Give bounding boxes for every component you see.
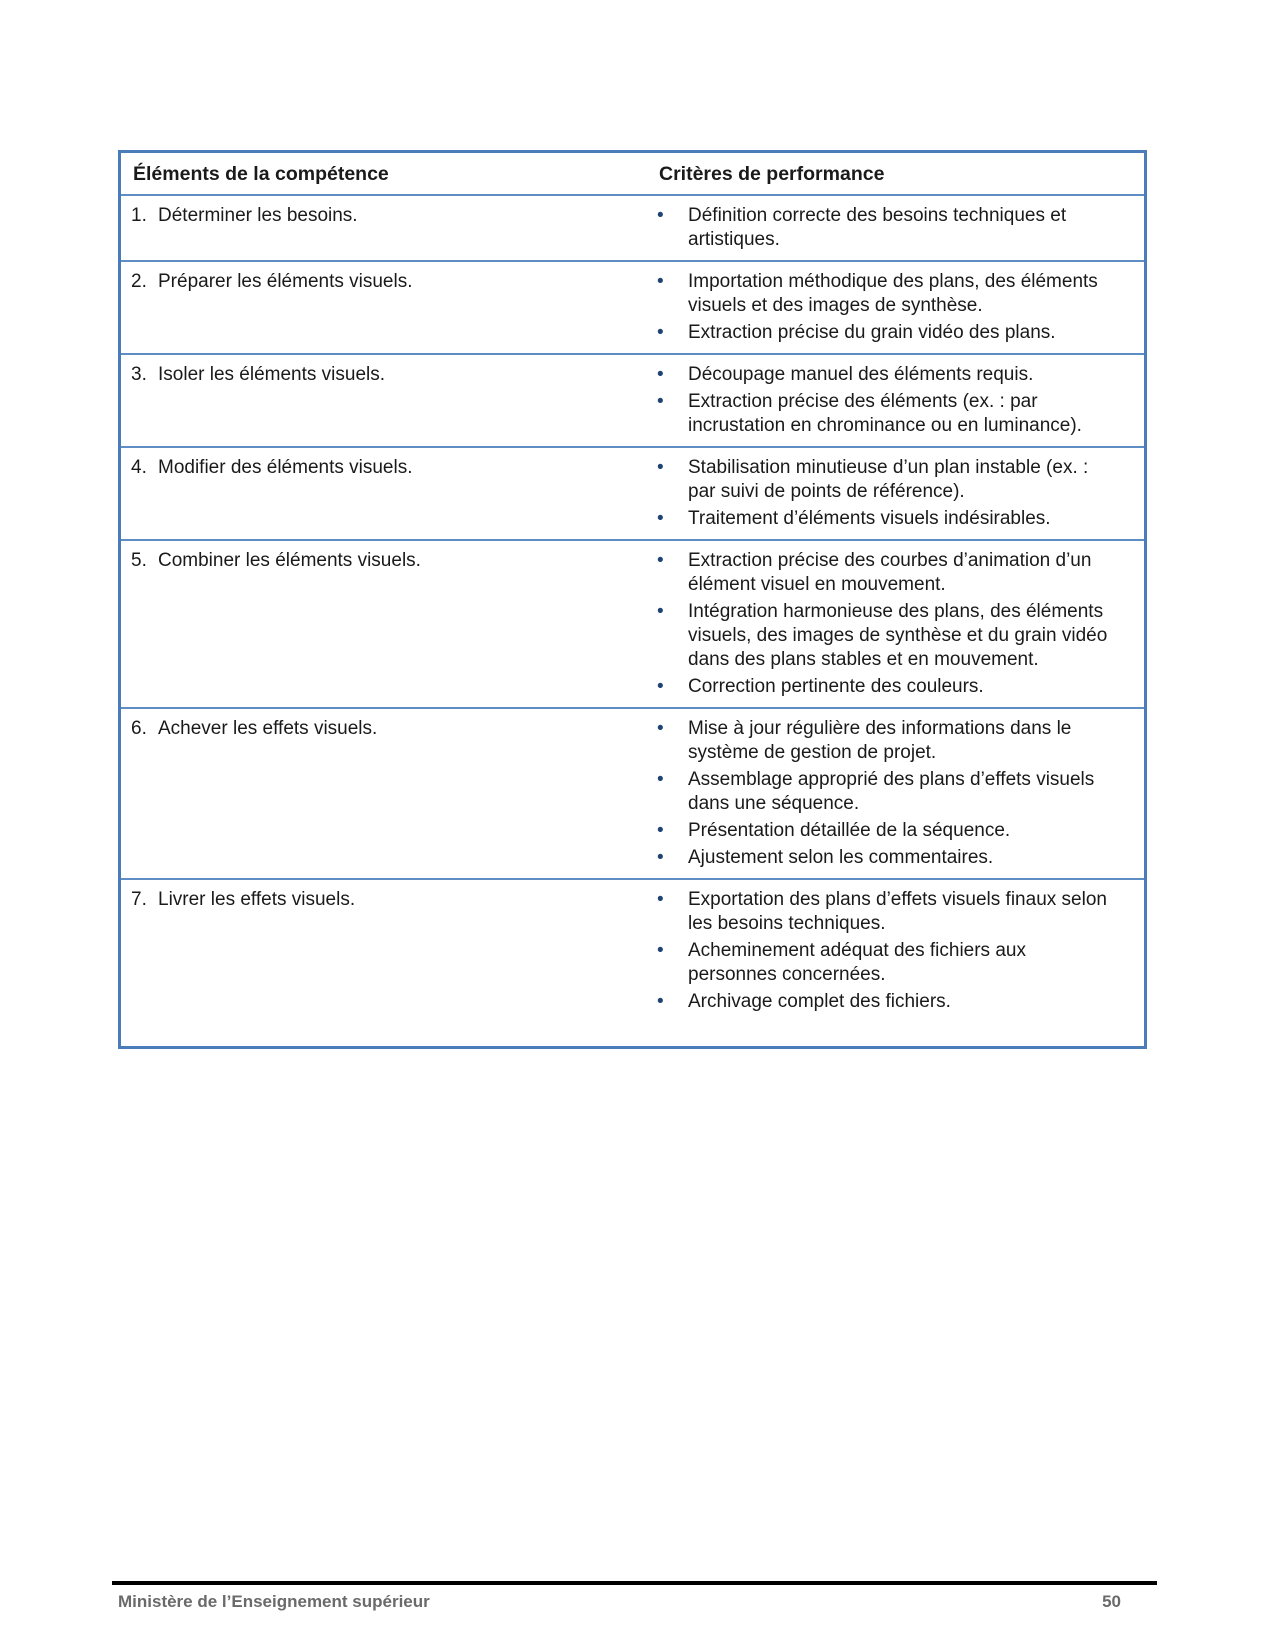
criteria-text: Acheminement adéquat des fichiers aux personnes concernées. [688,940,1026,985]
criteria-text: Traitement d’éléments visuels indésirables. [688,508,1051,529]
bullet-icon: • [657,889,664,910]
table-row [121,878,1144,1046]
bullet-icon: • [657,940,664,961]
element-label: Livrer les effets visuels. [158,889,356,910]
element-number: 4. [131,457,147,478]
criteria-item [657,768,1116,816]
table-row [121,260,1144,353]
bullet-icon: • [657,601,664,622]
bullet-icon: • [657,364,664,385]
element-cell [121,709,647,878]
element-label: Préparer les éléments visuels. [158,271,413,292]
element-number: 3. [131,364,147,385]
footer-page-number: 50 [1102,1592,1121,1611]
criteria-cell [647,448,1144,539]
criteria-text: Ajustement selon les commentaires. [688,847,994,868]
bullet-icon: • [657,457,664,478]
bullet-icon: • [657,769,664,790]
criteria-cell [647,196,1144,260]
criteria-text: Intégration harmonieuse des plans, des éléments visuels, des images de synthèse et du grain vidéo dans des plans stables et en mouvement. [688,601,1108,670]
criteria-item [657,819,1116,843]
criteria-text: Exportation des plans d’effets visuels finaux selon les besoins techniques. [688,889,1107,934]
criteria-text: Extraction précise des éléments (ex. : par incrustation en chrominance ou en luminance). [688,391,1082,436]
element-cell [121,880,647,1046]
criteria-item [657,888,1116,936]
criteria-item [657,846,1116,870]
bullet-icon: • [657,991,664,1012]
element-cell [121,262,647,353]
criteria-text: Archivage complet des fichiers. [688,991,951,1012]
element-number: 1. [131,205,147,226]
bullet-icon: • [657,676,664,697]
criteria-item [657,204,1116,252]
table-row [121,707,1144,878]
criteria-text: Présentation détaillée de la séquence. [688,820,1011,841]
footer-rule [112,1581,1157,1585]
criteria-list [657,270,1116,345]
criteria-list [657,549,1116,699]
table-row [121,539,1144,707]
table-row [121,446,1144,539]
criteria-list [657,204,1116,252]
criteria-cell [647,880,1144,1046]
criteria-cell [647,541,1144,707]
bullet-icon: • [657,271,664,292]
element-cell [121,541,647,707]
bullet-icon: • [657,322,664,343]
criteria-item [657,456,1116,504]
criteria-cell [647,355,1144,446]
criteria-text: Découpage manuel des éléments requis. [688,364,1034,385]
element-cell [121,355,647,446]
element-label: Isoler les éléments visuels. [158,364,386,385]
element-label: Déterminer les besoins. [158,205,358,226]
criteria-item [657,390,1116,438]
criteria-item [657,717,1116,765]
bullet-icon: • [657,550,664,571]
page-footer [118,1591,1157,1613]
criteria-list [657,456,1116,531]
element-cell [121,196,647,260]
element-number: 7. [131,889,147,910]
criteria-text: Mise à jour régulière des informations dans le système de gestion de projet. [688,718,1072,763]
element-cell [121,448,647,539]
criteria-item [657,321,1116,345]
criteria-text: Extraction précise du grain vidéo des plans. [688,322,1056,343]
criteria-list [657,717,1116,870]
table-row [121,353,1144,446]
criteria-item [657,939,1116,987]
criteria-text: Stabilisation minutieuse d’un plan instable (ex. : par suivi de points de référence). [688,457,1089,502]
criteria-list [657,888,1116,1014]
bullet-icon: • [657,508,664,529]
element-number: 2. [131,271,147,292]
bullet-icon: • [657,847,664,868]
criteria-text: Importation méthodique des plans, des éléments visuels et des images de synthèse. [688,271,1098,316]
criteria-text: Définition correcte des besoins techniques et artistiques. [688,205,1067,250]
header-criteres-performance: Critères de performance [659,163,885,185]
header-elements-competence: Éléments de la compétence [133,163,389,185]
criteria-item [657,675,1116,699]
bullet-icon: • [657,718,664,739]
bullet-icon: • [657,820,664,841]
table-header-row [121,153,1144,194]
criteria-item [657,990,1116,1014]
criteria-cell [647,262,1144,353]
criteria-text: Extraction précise des courbes d’animation d’un élément visuel en mouvement. [688,550,1092,595]
table-row [121,194,1144,260]
criteria-text: Correction pertinente des couleurs. [688,676,984,697]
criteria-text: Assemblage approprié des plans d’effets visuels dans une séquence. [688,769,1095,814]
criteria-list [657,363,1116,438]
footer-ministry-label: Ministère de l’Enseignement supérieur [118,1592,430,1611]
element-label: Achever les effets visuels. [158,718,378,739]
element-number: 6. [131,718,147,739]
criteria-item [657,507,1116,531]
element-number: 5. [131,550,147,571]
element-label: Combiner les éléments visuels. [158,550,421,571]
criteria-item [657,600,1116,672]
criteria-cell [647,709,1144,878]
criteria-item [657,549,1116,597]
criteria-item [657,363,1116,387]
table-body [121,194,1144,1046]
element-label: Modifier des éléments visuels. [158,457,413,478]
competence-table [118,150,1147,1049]
bullet-icon: • [657,391,664,412]
criteria-item [657,270,1116,318]
bullet-icon: • [657,205,664,226]
